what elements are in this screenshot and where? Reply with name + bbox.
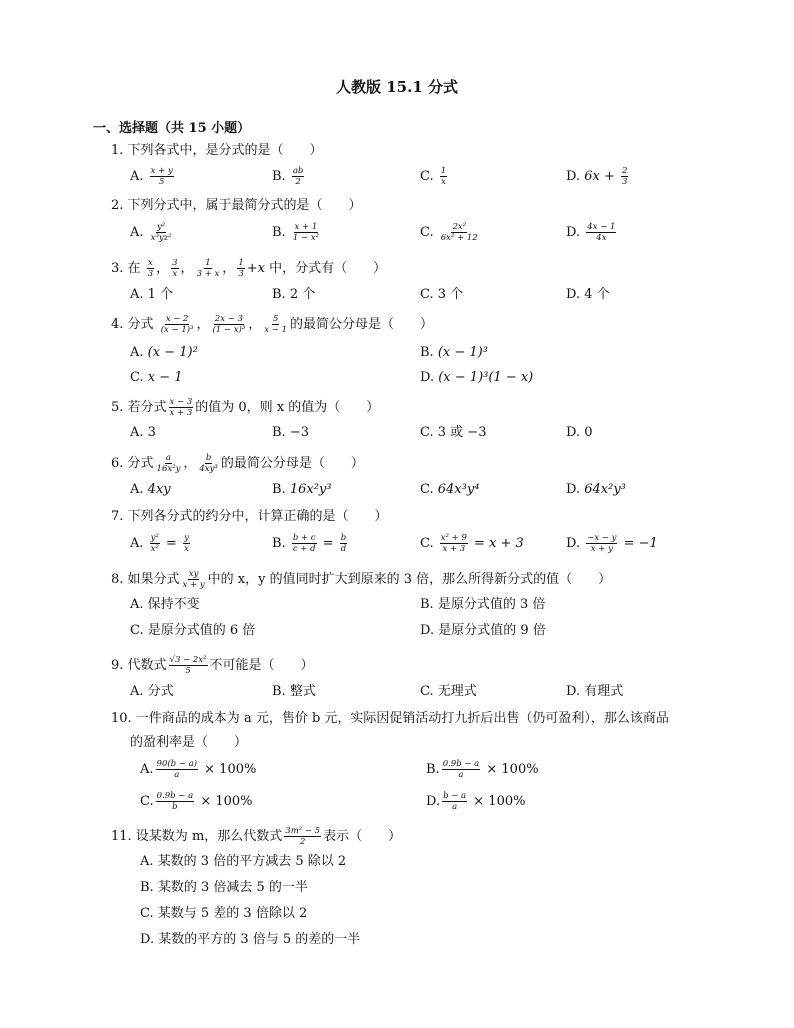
q9-option-b: B. 整式 (272, 684, 316, 699)
q9-option-c: C. 无理式 (420, 684, 477, 699)
q6-option-c: C. 64x³y⁴ (420, 482, 480, 497)
q7-option-b: B. $\frac{b + c}{c + d}$ = $\frac{b}{d}$ (272, 533, 347, 554)
question-5-stem: 5. 若分式 $\frac{x - 3}{x + 3}$ 的值为 0，则 x 的值为（ ） (111, 397, 380, 418)
q3-option-a: A. 1 个 (130, 287, 174, 302)
q4-option-b: B. (x − 1)³ (420, 345, 488, 360)
q7-option-a: A. $\frac{\text{y²}}{\text{x²}}$ = $\frac{y}{x}$ (130, 533, 189, 554)
q11-option-d: D. 某数的平方的 3 倍与 5 的差的一半 (140, 932, 361, 947)
q4-option-c: C. x − 1 (130, 370, 183, 385)
q4-option-d: D. (x − 1)³(1 − x) (420, 370, 534, 385)
q11-option-b: B. 某数的 3 倍减去 5 的一半 (140, 880, 308, 895)
q11-option-c: C. 某数与 5 差的 3 倍除以 2 (140, 906, 308, 921)
q6-option-a: A. 4xy (130, 482, 171, 497)
q2-option-d: D. $\frac{4x - 1}{4x}$ (566, 222, 616, 243)
q10-option-c: C. $\frac{0.9b - a}{b}$ × 100% (140, 791, 253, 812)
q7-option-c: C. $\frac{\text{x² + 9}}{x + 3}$ = x + 3 (420, 533, 524, 554)
q1-option-b: B. $\frac{ab}{2}$ (272, 166, 304, 187)
q9-option-a: A. 分式 (130, 684, 174, 699)
q8-option-c: C. 是原分式值的 6 倍 (130, 623, 256, 638)
q3-option-b: B. 2 个 (272, 287, 316, 302)
q3-option-c: C. 3 个 (420, 287, 464, 302)
q4-option-a: A. (x − 1)² (130, 345, 198, 360)
question-9-stem: 9. 代数式 $\frac{\text{√3 − 2x²}}{5}$ 不可能是（ ） (111, 655, 314, 676)
q5-option-a: A. 3 (130, 425, 156, 440)
question-10-stem-line2: 的盈利率是（ ） (130, 735, 248, 750)
q10-option-b: B. $\frac{0.9b - a}{a}$ × 100% (426, 759, 539, 780)
q5-option-c: C. 3 或 −3 (420, 425, 487, 440)
q10-option-d: D. $\frac{b - a}{a}$ × 100% (426, 791, 526, 812)
q10-option-a: A. $\frac{90(b - a)}{a}$ × 100% (140, 759, 257, 780)
q7-option-d: D. $\frac{-x - y}{x + y}$ = −1 (566, 533, 658, 554)
q1-option-d: D. 6x + $\frac{2}{3}$ (566, 166, 628, 187)
question-2-stem: 2. 下列分式中，属于最简分式的是（ ） (111, 198, 362, 213)
q3-option-d: D. 4 个 (566, 287, 610, 302)
q6-option-b: B. 16x²y³ (272, 482, 332, 497)
q2-option-c: C. $\frac{\text{2x²}}{\text{6x² + 12}}$ (420, 222, 478, 243)
q1-option-a: A. $\frac{x + y}{5}$ (130, 166, 173, 187)
section-heading: 一、选择题（共 15 小题） (93, 121, 251, 136)
question-4-stem: 4. 分式 $\frac{x - 2}{\text{(x − 1)³}}$ ， $\frac{2x - 3}{\text{(1 − x)³}}$ ， $\frac{5}{x - 1}$ 的最简公分母是（ ） (111, 314, 434, 335)
q6-option-d: D. 64x²y³ (566, 482, 626, 497)
q8-option-d: D. 是原分式值的 9 倍 (420, 623, 546, 638)
q9-option-d: D. 有理式 (566, 684, 624, 699)
question-3-stem: 3. 在 $\frac{x}{3}$ ， $\frac{3}{x}$ ， $\frac{1}{3 + x}$ ， $\frac{1}{3}$ +x 中，分式有（ ） (111, 258, 387, 279)
question-7-stem: 7. 下列各分式的约分中，计算正确的是（ ） (111, 509, 388, 524)
page-title: 人教版 15.1 分式 (336, 78, 458, 96)
q8-option-b: B. 是原分式值的 3 倍 (420, 597, 546, 612)
q8-option-a: A. 保持不变 (130, 597, 200, 612)
q5-option-b: B. −3 (272, 425, 309, 440)
question-8-stem: 8. 如果分式 $\frac{xy}{x + y}$ 中的 x，y 的值同时扩大到原来的 3 倍，那么所得新分式的值（ ） (111, 569, 612, 590)
q1-option-c: C. $\frac{1}{x}$ (420, 166, 447, 187)
question-10-stem-line1: 10. 一件商品的成本为 a 元，售价 b 元，实际因促销活动打九折后出售（仍可盈利），那么该商品 (111, 711, 669, 726)
question-6-stem: 6. 分式 $\frac{a}{\text{16x²y}}$ ， $\frac{b}{\text{4xy³}}$ 的最简公分母是（ ） (111, 453, 364, 474)
q11-option-a: A. 某数的 3 倍的平方减去 5 除以 2 (140, 854, 347, 869)
q2-option-b: B. $\frac{x + 1}{\text{1 − x²}}$ (272, 222, 319, 243)
question-11-stem: 11. 设某数为 m，那么代数式 $\frac{\text{3m² − 5}}{2}$ 表示（ ） (111, 826, 402, 847)
question-1-stem: 1. 下列各式中，是分式的是（ ） (111, 143, 323, 158)
q2-option-a: A. $\frac{\text{y²}}{\text{x³yz²}}$ (130, 222, 172, 243)
q5-option-d: D. 0 (566, 425, 593, 440)
